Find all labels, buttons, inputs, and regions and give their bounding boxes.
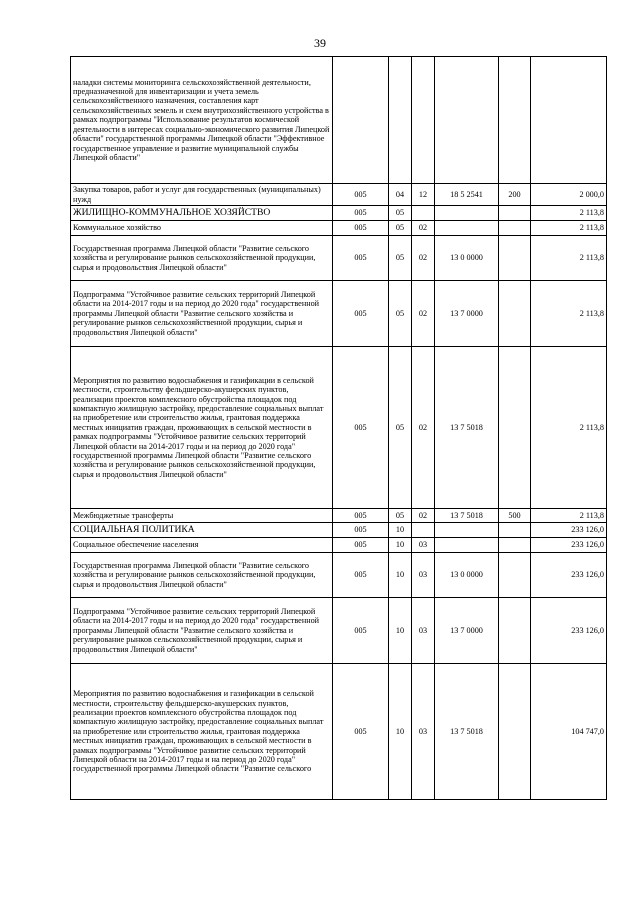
- row-name-cell: Государственная программа Липецкой области "Развитие сельского хозяйства и регулирование рынков сельскохозяйственной продукции, сырья и продовольствия Липецкой области": [71, 236, 333, 281]
- ministry-code-cell: 005: [333, 281, 389, 347]
- row-name-cell: наладки системы мониторинга сельскохозяйственной деятельности, предназначенной для инвентаризации и учета земель сельскохозяйственного назначения, составления карт сельскохозяйственных земель и схем внутрихозяйственного устройства в рамках подпрограммы "Использование результатов космической деятельности в интересах социально-экономического развития Липецкой области" государственной программы Липецкой области "Эффективное государственное управление и развитие муниципальной службы Липецкой области": [71, 57, 333, 184]
- budget-table-body: [71, 57, 607, 800]
- subsection-code-cell: 03: [412, 538, 435, 553]
- table-row: [71, 523, 607, 538]
- target-article-cell: 13 7 5018: [435, 664, 499, 800]
- row-name-cell: Государственная программа Липецкой области "Развитие сельского хозяйства и регулирование рынков сельскохозяйственной продукции, сырья и продовольствия Липецкой области": [71, 553, 333, 598]
- target-article-cell: 13 0 0000: [435, 553, 499, 598]
- amount-cell: 233 126,0: [531, 553, 607, 598]
- row-name-cell: ЖИЛИЩНО-КОММУНАЛЬНОЕ ХОЗЯЙСТВО: [71, 206, 333, 221]
- target-article-cell: [435, 221, 499, 236]
- expense-type-cell: [499, 553, 531, 598]
- table-row: [71, 598, 607, 664]
- page-number: 39: [314, 36, 326, 50]
- table-row: [71, 553, 607, 598]
- section-code-cell: 10: [389, 538, 412, 553]
- table-row: [71, 281, 607, 347]
- table-row: [71, 206, 607, 221]
- ministry-code-cell: 005: [333, 509, 389, 523]
- amount-cell: 2 113,8: [531, 347, 607, 509]
- section-code-cell: 10: [389, 664, 412, 800]
- ministry-code-cell: 005: [333, 553, 389, 598]
- subsection-code-cell: 02: [412, 347, 435, 509]
- row-name-cell: Мероприятия по развитию водоснабжения и газификации в сельской местности, строительству фельдшерско-акушерских пунктов, реализации проектов комплексного обустройства площадок под компактную жилищную застройку, предоставление социальных выплат на приобретение или строительство жилья, грантовая поддержка местных инициатив граждан, проживающих в сельской местности в рамках подпрограммы "Устойчивое развитие сельских территорий Липецкой области на 2014-2017 годы и на период до 2020 года" государственной программы Липецкой области "Развитие сельского хозяйства и регулирование рынков сельскохозяйственной продукции, сырья и продовольствия Липецкой области": [71, 347, 333, 509]
- expense-type-cell: [499, 523, 531, 538]
- ministry-code-cell: [333, 57, 389, 184]
- table-row: [71, 57, 607, 184]
- target-article-cell: 13 7 0000: [435, 281, 499, 347]
- expense-type-cell: [499, 206, 531, 221]
- amount-cell: 104 747,0: [531, 664, 607, 800]
- table-row: [71, 236, 607, 281]
- ministry-code-cell: 005: [333, 598, 389, 664]
- amount-cell: 233 126,0: [531, 598, 607, 664]
- subsection-code-cell: [412, 206, 435, 221]
- expense-type-cell: [499, 664, 531, 800]
- section-code-cell: 10: [389, 553, 412, 598]
- subsection-code-cell: 02: [412, 509, 435, 523]
- section-code-cell: 05: [389, 221, 412, 236]
- expense-type-cell: [499, 347, 531, 509]
- expense-type-cell: [499, 57, 531, 184]
- amount-cell: 2 000,0: [531, 184, 607, 206]
- subsection-code-cell: 02: [412, 281, 435, 347]
- expense-type-cell: [499, 598, 531, 664]
- row-name-cell: Межбюджетные трансферты: [71, 509, 333, 523]
- expense-type-cell: [499, 236, 531, 281]
- expense-type-cell: 500: [499, 509, 531, 523]
- ministry-code-cell: 005: [333, 538, 389, 553]
- section-code-cell: 05: [389, 236, 412, 281]
- ministry-code-cell: 005: [333, 184, 389, 206]
- expense-type-cell: [499, 221, 531, 236]
- row-name-cell: Подпрограмма "Устойчивое развитие сельских территорий Липецкой области на 2014-2017 годы и на период до 2020 года" государственной программы Липецкой области "Развитие сельского хозяйства и регулирование рынков сельскохозяйственной продукции, сырья и продовольствия Липецкой области": [71, 281, 333, 347]
- ministry-code-cell: 005: [333, 664, 389, 800]
- table-row: [71, 509, 607, 523]
- subsection-code-cell: [412, 523, 435, 538]
- amount-cell: [531, 57, 607, 184]
- target-article-cell: [435, 57, 499, 184]
- target-article-cell: [435, 206, 499, 221]
- expense-type-cell: [499, 538, 531, 553]
- target-article-cell: 13 7 5018: [435, 509, 499, 523]
- section-code-cell: 10: [389, 598, 412, 664]
- row-name-cell: Социальное обеспечение населения: [71, 538, 333, 553]
- row-name-cell: Подпрограмма "Устойчивое развитие сельских территорий Липецкой области на 2014-2017 годы и на период до 2020 года" государственной программы Липецкой области "Развитие сельского хозяйства и регулирование рынков сельскохозяйственной продукции, сырья и продовольствия Липецкой области": [71, 598, 333, 664]
- subsection-code-cell: 02: [412, 236, 435, 281]
- subsection-code-cell: 02: [412, 221, 435, 236]
- budget-table: [70, 56, 607, 800]
- ministry-code-cell: 005: [333, 236, 389, 281]
- table-row: [71, 347, 607, 509]
- target-article-cell: 18 5 2541: [435, 184, 499, 206]
- table-row: [71, 664, 607, 800]
- ministry-code-cell: 005: [333, 347, 389, 509]
- amount-cell: 2 113,8: [531, 221, 607, 236]
- subsection-code-cell: 03: [412, 553, 435, 598]
- row-name-cell: Мероприятия по развитию водоснабжения и газификации в сельской местности, строительству фельдшерско-акушерских пунктов, реализации проектов комплексного обустройства площадок под компактную жилищную застройку, предоставление социальных выплат на приобретение или строительство жилья, грантовая поддержка местных инициатив граждан, проживающих в сельской местности в рамках подпрограммы "Устойчивое развитие сельских территорий Липецкой области на 2014-2017 годы и на период до 2020 года" государственной программы Липецкой области "Развитие сельского: [71, 664, 333, 800]
- row-name-cell: Закупка товаров, работ и услуг для государственных (муниципальных) нужд: [71, 184, 333, 206]
- section-code-cell: 10: [389, 523, 412, 538]
- subsection-code-cell: 12: [412, 184, 435, 206]
- subsection-code-cell: 03: [412, 598, 435, 664]
- target-article-cell: 13 0 0000: [435, 236, 499, 281]
- section-code-cell: 05: [389, 509, 412, 523]
- amount-cell: 2 113,8: [531, 509, 607, 523]
- table-row: [71, 538, 607, 553]
- section-code-cell: 05: [389, 281, 412, 347]
- row-name-cell: Коммунальное хозяйство: [71, 221, 333, 236]
- target-article-cell: [435, 538, 499, 553]
- section-code-cell: 05: [389, 347, 412, 509]
- amount-cell: 233 126,0: [531, 538, 607, 553]
- ministry-code-cell: 005: [333, 523, 389, 538]
- amount-cell: 233 126,0: [531, 523, 607, 538]
- subsection-code-cell: [412, 57, 435, 184]
- table-row: [71, 221, 607, 236]
- section-code-cell: 04: [389, 184, 412, 206]
- section-code-cell: 05: [389, 206, 412, 221]
- table-row: [71, 184, 607, 206]
- amount-cell: 2 113,8: [531, 206, 607, 221]
- expense-type-cell: [499, 281, 531, 347]
- expense-type-cell: 200: [499, 184, 531, 206]
- target-article-cell: 13 7 0000: [435, 598, 499, 664]
- amount-cell: 2 113,8: [531, 281, 607, 347]
- section-code-cell: [389, 57, 412, 184]
- amount-cell: 2 113,8: [531, 236, 607, 281]
- ministry-code-cell: 005: [333, 221, 389, 236]
- ministry-code-cell: 005: [333, 206, 389, 221]
- target-article-cell: 13 7 5018: [435, 347, 499, 509]
- target-article-cell: [435, 523, 499, 538]
- row-name-cell: СОЦИАЛЬНАЯ ПОЛИТИКА: [71, 523, 333, 538]
- subsection-code-cell: 03: [412, 664, 435, 800]
